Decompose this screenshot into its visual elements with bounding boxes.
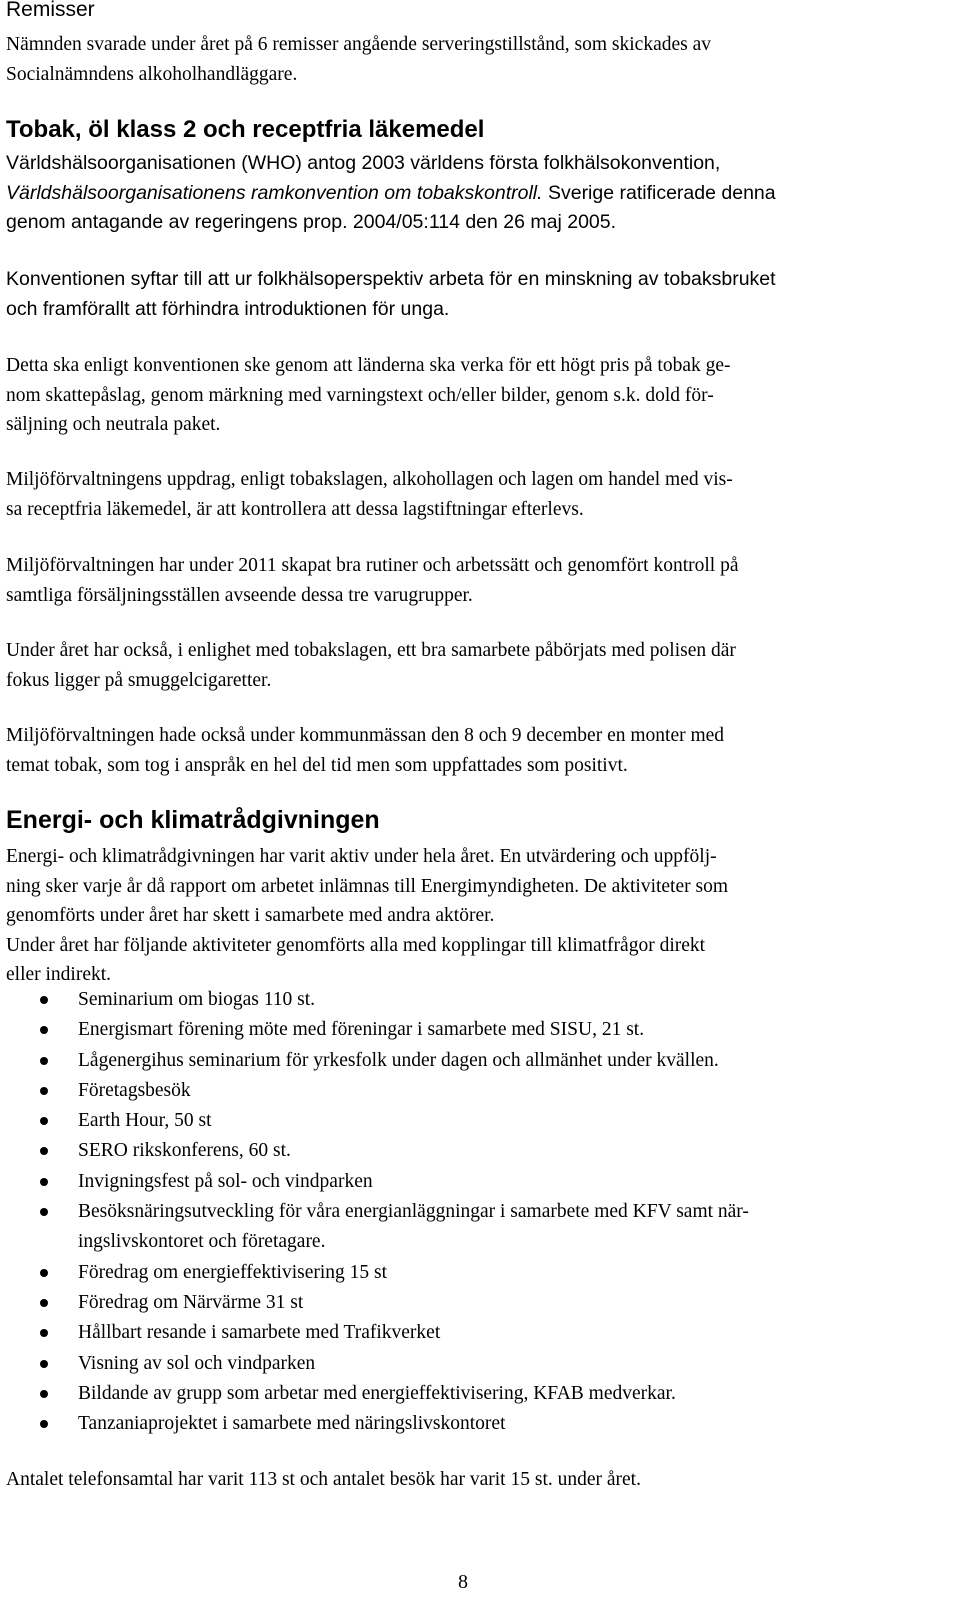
paragraph-tobak-5 [6, 551, 936, 610]
list-item [0, 1106, 950, 1136]
bullet-icon [40, 1420, 48, 1428]
bullet-icon [40, 1269, 48, 1277]
bullet-icon [40, 1178, 48, 1186]
text-line: fokus ligger på smuggelcigaretter. [6, 669, 272, 691]
list-item-text: Energismart förening möte med föreningar i samarbete med SISU, 21 st. [78, 1019, 645, 1041]
text-line: nom skattepåslag, genom märkning med varningstext och/eller bilder, genom s.k. dold för- [6, 384, 714, 406]
text-line: genom antagande av regeringens prop. 2004/05:114 den 26 maj 2005. [6, 211, 617, 233]
list-item-text: Företagsbesök [78, 1079, 191, 1101]
paragraph-tobak-7 [6, 721, 936, 780]
text-line: Konventionen syftar till att ur folkhälsoperspektiv arbeta för en minskning av tobaksbruket [6, 268, 776, 290]
list-item [0, 1288, 950, 1318]
page-number: 8 [458, 1571, 468, 1593]
bullet-icon [40, 1329, 48, 1337]
list-item-text: ingslivskontoret och företagare. [78, 1231, 326, 1253]
text-line: sa receptfria läkemedel, är att kontrollera att dessa lagstiftningar efterlevs. [6, 498, 584, 520]
list-item-text: Visning av sol och vindparken [78, 1352, 316, 1374]
bullet-icon [40, 1057, 48, 1065]
text-line: Nämnden svarade under året på 6 remisser angående serveringstillstånd, som skickades av [6, 34, 712, 55]
paragraph-tobak-3 [6, 351, 936, 440]
bullet-icon [40, 1087, 48, 1095]
list-item [0, 1136, 950, 1166]
bullet-icon [40, 1360, 48, 1368]
list-item-text: Hållbart resande i samarbete med Trafikverket [78, 1322, 441, 1344]
text-line: Under året har följande aktiviteter genomförts alla med kopplingar till klimatfrågor direkt [6, 934, 706, 956]
text-line: Antalet telefonsamtal har varit 113 st och antalet besök har varit 15 st. under året. [6, 1469, 641, 1490]
paragraph-tobak-4 [6, 465, 936, 524]
text-line: Världshälsoorganisationen (WHO) antog 2003 världens första folkhälsokonvention, [6, 152, 721, 174]
list-item-text: Invigningsfest på sol- och vindparken [78, 1170, 373, 1192]
list-item [0, 1197, 950, 1258]
text-line: Miljöförvaltningen har under 2011 skapat bra rutiner och arbetssätt och genomfört kontroll på [6, 555, 739, 576]
text-line: eller indirekt. [6, 964, 112, 985]
text-line: samtliga försäljningsställen avseende dessa tre varugrupper. [6, 584, 473, 606]
paragraph-energi-summary [6, 1465, 936, 1495]
list-item-text: Seminarium om biogas 110 st. [78, 989, 316, 1010]
text-line: Energi- och klimatrådgivningen har varit aktiv under hela året. En utvärdering och uppfölj- [6, 846, 717, 867]
text-line: temat tobak, som tog i anspråk en hel del tid men som uppfattades som positivt. [6, 754, 628, 776]
list-item-text: Föredrag om energieffektivisering 15 st [78, 1261, 388, 1283]
bullet-icon [40, 1299, 48, 1307]
list-item-text: Föredrag om Närvärme 31 st [78, 1291, 304, 1313]
text-line: Miljöförvaltningen hade också under kommunmässan den 8 och 9 december en monter med [6, 725, 725, 746]
list-item [0, 1409, 950, 1439]
text-line: säljning och neutrala paket. [6, 414, 221, 435]
text-line: Under året har också, i enlighet med tobakslagen, ett bra samarbete påbörjats med polisen där [6, 640, 736, 661]
list-item-text: Lågenergihus seminarium för yrkesfolk under dagen och allmänhet under kvällen. [78, 1049, 719, 1071]
convention-title: Världshälsoorganisationens ramkonvention om tobakskontroll. [6, 181, 543, 204]
paragraph-tobak-6 [6, 636, 936, 695]
text-line: Miljöförvaltningens uppdrag, enligt tobakslagen, alkohollagen och lagen om handel med vis- [6, 469, 733, 490]
bullet-icon [40, 1026, 48, 1034]
list-item [0, 1318, 950, 1348]
bullet-icon [40, 1117, 48, 1125]
list-item [0, 1015, 950, 1045]
list-item [0, 1046, 950, 1076]
section-heading-energi: Energi- och klimatrådgivningen [6, 806, 380, 834]
text-line: Detta ska enligt konventionen ske genom att länderna ska verka för ett högt pris på tobak ge- [6, 355, 731, 376]
list-item [0, 1167, 950, 1197]
list-item-text: Tanzaniaprojektet i samarbete med näringslivskontoret [78, 1413, 506, 1435]
list-item-text: SERO rikskonferens, 60 st. [78, 1140, 291, 1162]
list-item-text: Besöksnäringsutveckling för våra energianläggningar i samarbete med KFV samt när- [78, 1201, 749, 1223]
text-line: ning sker varje år då rapport om arbetet inlämnas till Energimyndigheten. De aktiviteter som [6, 875, 729, 897]
list-item [0, 1076, 950, 1106]
paragraph-tobak-intro [6, 149, 936, 238]
text-fragment: Sverige ratificerade denna [542, 181, 776, 204]
section-heading-tobak: Tobak, öl klass 2 och receptfria läkemedel [6, 116, 485, 143]
text-line: och framförallt att förhindra introduktionen för unga. [6, 297, 450, 320]
list-item-text: Earth Hour, 50 st [78, 1110, 212, 1132]
list-item [0, 1349, 950, 1379]
bullet-icon [40, 1390, 48, 1398]
text-line [6, 179, 936, 209]
list-item [0, 985, 950, 1015]
activities-list [0, 985, 950, 1439]
list-item [0, 1379, 950, 1409]
list-item-text: Bildande av grupp som arbetar med energieffektivisering, KFAB medverkar. [78, 1382, 676, 1404]
bullet-icon [40, 1147, 48, 1155]
paragraph-energi-1 [6, 842, 936, 990]
paragraph-tobak-2 [6, 265, 936, 324]
text-line: Socialnämndens alkoholhandläggare. [6, 63, 298, 85]
section-heading-remisser: Remisser [6, 0, 95, 21]
paragraph-remisser [6, 30, 936, 89]
text-line: genomförts under året har skett i samarbete med andra aktörer. [6, 905, 495, 926]
bullet-icon [40, 996, 48, 1004]
list-item [0, 1258, 950, 1288]
bullet-icon [40, 1208, 48, 1216]
